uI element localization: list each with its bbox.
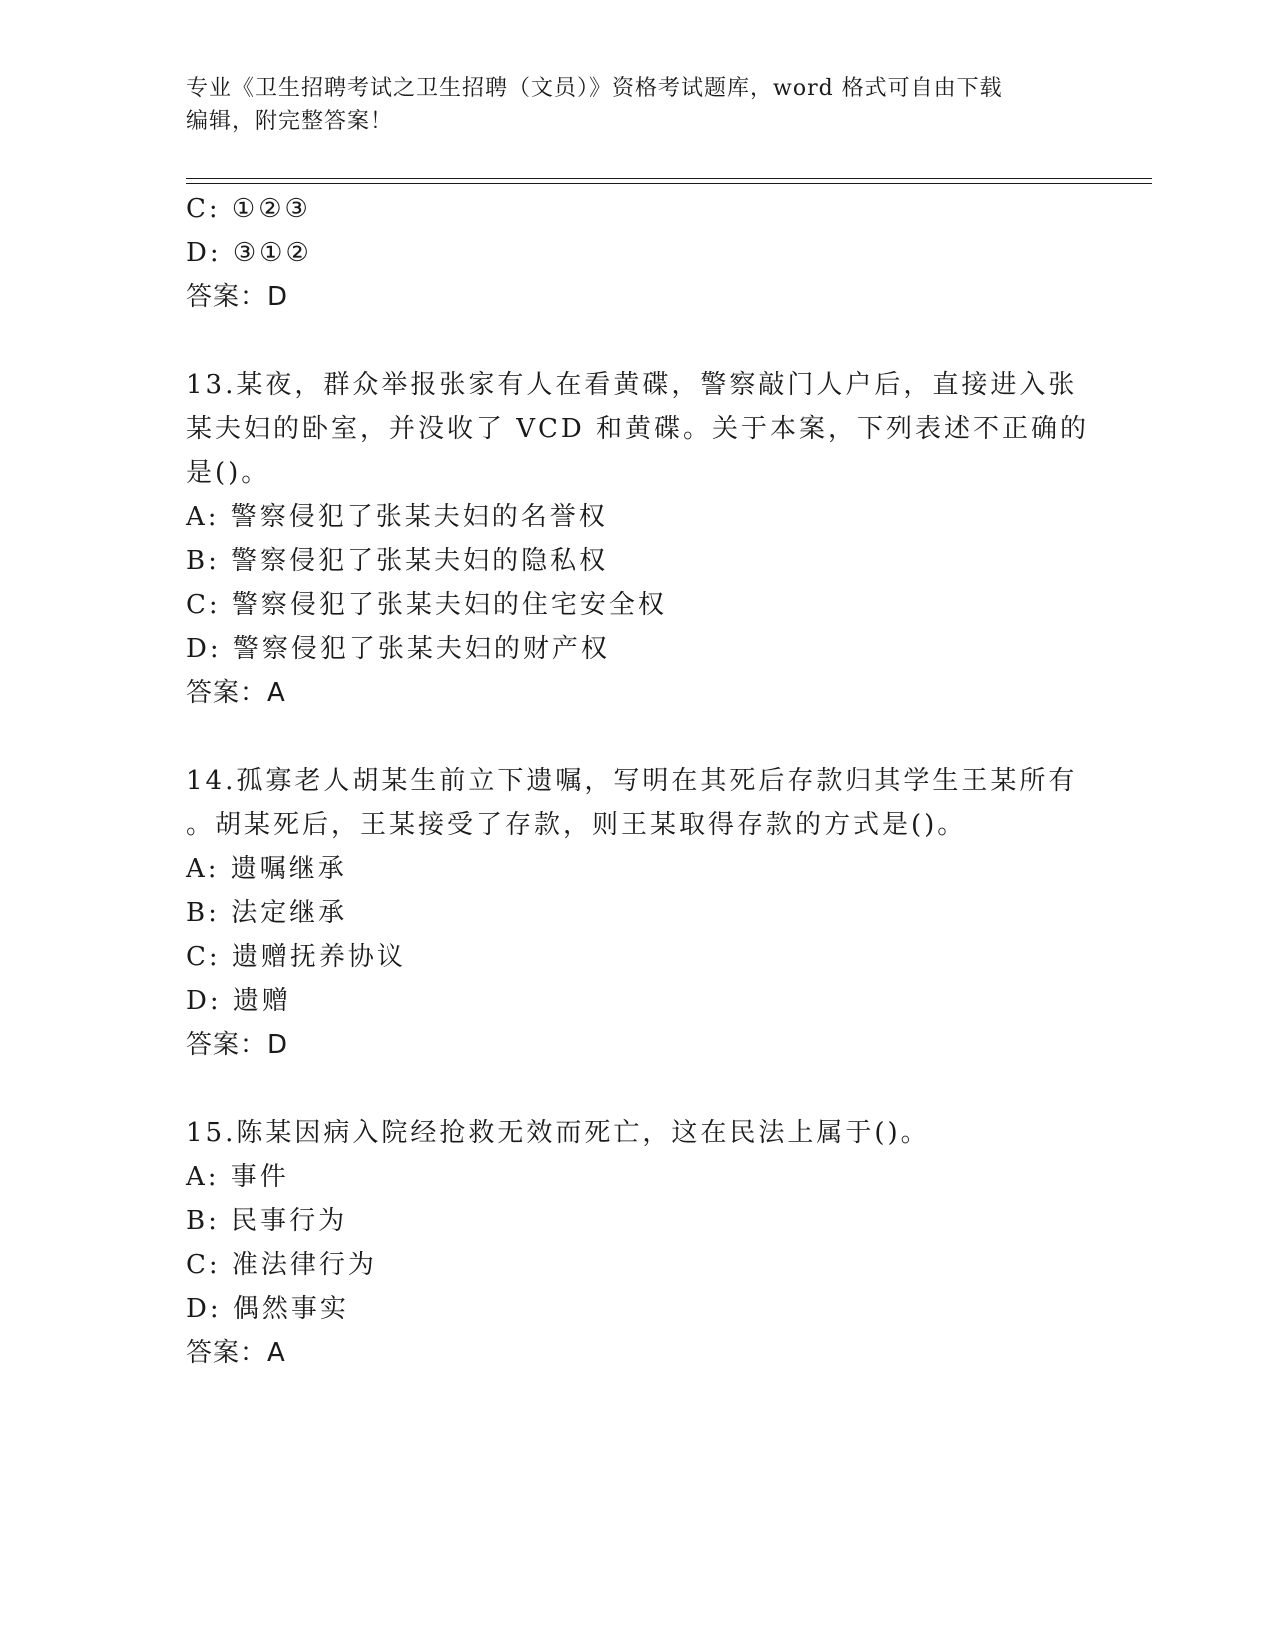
q15-option-b: B: 民事行为 bbox=[186, 1206, 348, 1236]
header-divider-bottom bbox=[186, 183, 1152, 184]
q14-option-c: C: 遗赠抚养协议 bbox=[186, 942, 406, 972]
header-divider-top bbox=[186, 178, 1152, 179]
q15-option-d: D: 偶然事实 bbox=[186, 1294, 349, 1324]
q13-option-a: A: 警察侵犯了张某夫妇的名誉权 bbox=[186, 502, 608, 532]
header-line-1: 专业《卫生招聘考试之卫生招聘（文员）》资格考试题库，word 格式可自由下载 bbox=[186, 76, 1003, 101]
prev-option-c: C: ①②③ bbox=[186, 194, 311, 224]
q13-stem-line-2: 某夫妇的卧室，并没收了 VCD 和黄碟。关于本案，下列表述不正确的 bbox=[186, 414, 1090, 444]
q14-stem-line-2: 。胡某死后，王某接受了存款，则王某取得存款的方式是()。 bbox=[186, 810, 967, 840]
q14-option-d: D: 遗赠 bbox=[186, 986, 291, 1016]
q14-option-b: B: 法定继承 bbox=[186, 898, 348, 928]
q14-answer: 答案：D bbox=[186, 1030, 289, 1060]
header-line-2: 编辑，附完整答案！ bbox=[186, 109, 394, 134]
q15-answer: 答案：A bbox=[186, 1338, 286, 1368]
q15-stem-line-1: 15.陈某因病入院经抢救无效而死亡，这在民法上属于()。 bbox=[186, 1118, 930, 1148]
q13-option-b: B: 警察侵犯了张某夫妇的隐私权 bbox=[186, 546, 609, 576]
q15-option-c: C: 准法律行为 bbox=[186, 1250, 377, 1280]
prev-option-d: D: ③①② bbox=[186, 238, 312, 268]
q13-answer: 答案：A bbox=[186, 678, 286, 708]
q15-option-a: A: 事件 bbox=[186, 1162, 289, 1192]
q13-option-c: C: 警察侵犯了张某夫妇的住宅安全权 bbox=[186, 590, 667, 620]
prev-answer: 答案：D bbox=[186, 282, 289, 312]
page-header bbox=[186, 72, 1086, 138]
q13-stem-line-1: 13.某夜，群众举报张家有人在看黄碟，警察敲门人户后，直接进入张 bbox=[186, 370, 1078, 400]
q14-stem-line-1: 14.孤寡老人胡某生前立下遗嘱，写明在其死后存款归其学生王某所有 bbox=[186, 766, 1078, 796]
q13-option-d: D: 警察侵犯了张某夫妇的财产权 bbox=[186, 634, 610, 664]
q13-stem-line-3: 是()。 bbox=[186, 458, 271, 488]
q14-option-a: A: 遗嘱继承 bbox=[186, 854, 347, 884]
